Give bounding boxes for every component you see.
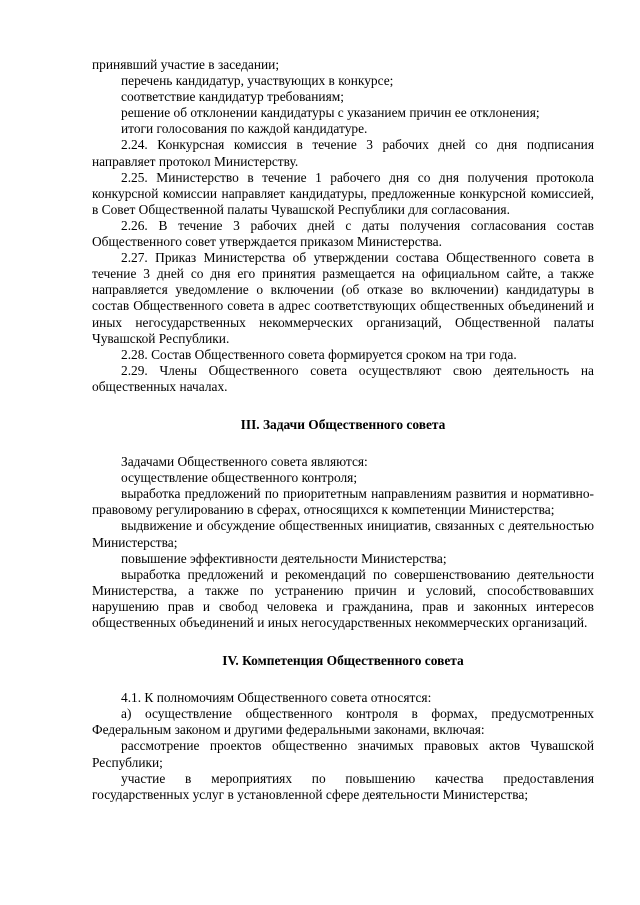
task-item: повышение эффективности деятельности Министерства; bbox=[121, 550, 447, 566]
task-item: выработка предложений по приоритетным направлениям развития и нормативно-правовому регулированию в сферах, относящихся к компетенции Министерства; bbox=[92, 486, 594, 518]
task-item: выработка предложений и рекомендаций по совершенствованию деятельности Министерства, а также по устранению причин и условий, способствовавших нарушению прав и свобод человека и гражданина, прав и законных интересов общественных объединений и иных негосударственных некоммерческих организаций. bbox=[92, 566, 594, 630]
protocol-list-item: решение об отклонении кандидатуры с указанием причин ее отклонения; bbox=[121, 105, 540, 121]
authority-item: рассмотрение проектов общественно значимых правовых актов Чувашской Республики; bbox=[92, 738, 594, 770]
clause-2-28: 2.28. Состав Общественного совета формируется сроком на три года. bbox=[121, 346, 517, 362]
protocol-list-item: соответствие кандидатур требованиям; bbox=[121, 89, 344, 105]
section-3-heading: III. Задачи Общественного совета bbox=[240, 416, 446, 432]
protocol-list-item: итоги голосования по каждой кандидатуре. bbox=[121, 121, 368, 137]
clause-4-1: 4.1. К полномочиям Общественного совета относятся: bbox=[121, 690, 432, 706]
clause-2-26: 2.26. В течение 3 рабочих дней с даты получения согласования состав Общественного совет утверждается приказом Министерства. bbox=[92, 217, 594, 250]
clause-2-25: 2.25. Министерство в течение 1 рабочего дня со дня получения протокола конкурсной комиссии направляет кандидатуры, предложенные конкурсной комиссией, в Совет Общественной палаты Чувашской Республики для согласования. bbox=[92, 169, 594, 217]
clause-2-24: 2.24. Конкурсная комиссия в течение 3 рабочих дней со дня подписания направляет протокол Министерству. bbox=[92, 137, 594, 169]
clause-2-27: 2.27. Приказ Министерства об утверждении состава Общественного совета в течение 3 дней со дня его принятия размещается на официальном сайте, а также направляется уведомление о включении (об отказе во включении) кандидатуры в состав Общественного совета в адрес соответствующих общественных объединений и иных негосударственных некоммерческих организаций, Общественной палаты Чувашской Республики. bbox=[92, 250, 594, 346]
paragraph-continuation: принявший участие в заседании; bbox=[92, 57, 280, 72]
section-3-intro: Задачами Общественного совета являются: bbox=[121, 454, 368, 470]
clause-2-29: 2.29. Члены Общественного совета осуществляют свою деятельность на общественных началах. bbox=[92, 362, 594, 394]
section-4-heading: IV. Компетенция Общественного совета bbox=[222, 653, 464, 669]
task-item: осуществление общественного контроля; bbox=[121, 470, 358, 486]
clause-4-1-a: а) осуществление общественного контроля в формах, предусмотренных Федеральным законом и другими федеральными законами, включая: bbox=[92, 706, 594, 738]
protocol-list-item: перечень кандидатур, участвующих в конкурсе; bbox=[121, 73, 394, 89]
task-item: выдвижение и обсуждение общественных инициатив, связанных с деятельностью Министерства; bbox=[92, 518, 594, 550]
authority-item: участие в мероприятиях по повышению качества предоставления государственных услуг в установленной сфере деятельности Министерства; bbox=[92, 770, 594, 802]
